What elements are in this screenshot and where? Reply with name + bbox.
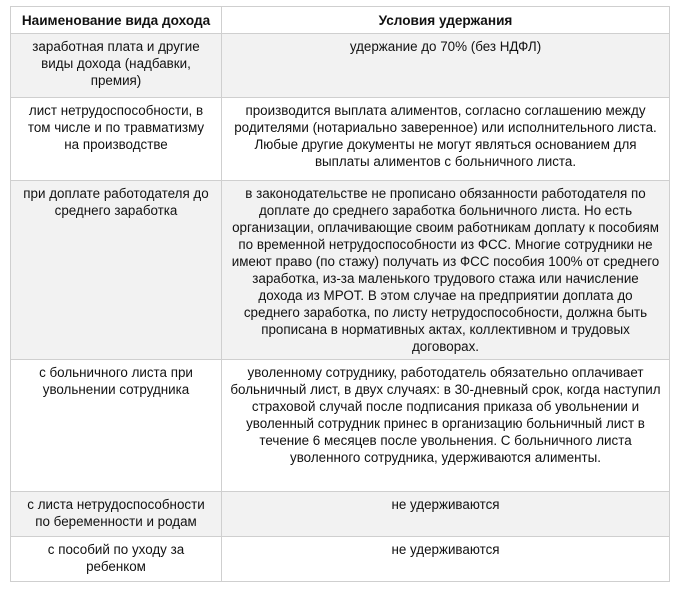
table-row xyxy=(11,492,670,537)
conditions-cell: не удерживаются xyxy=(222,537,670,582)
conditions-cell: удержание до 70% (без НДФЛ) xyxy=(222,34,670,98)
income-type-cell: заработная плата и другие виды дохода (надбавки, премия) xyxy=(11,34,222,98)
header-conditions: Условия удержания xyxy=(222,7,670,34)
conditions-cell: не удерживаются xyxy=(222,492,670,537)
header-income-type: Наименование вида дохода xyxy=(11,7,222,34)
table-header-row xyxy=(11,7,670,34)
conditions-cell: уволенному сотруднику, работодатель обязательно оплачивает больничный лист, в двух случаях: в 30-дневный срок, когда наступил страховой случай после подписания приказа об увольнении и уволенный сотрудник принес в организацию больничный лист в течение 6 месяцев после увольнения. С больничного листа уволенного сотрудника, удерживаются алименты. xyxy=(222,360,670,492)
table-row xyxy=(11,98,670,181)
income-type-cell: с листа нетрудоспособности по беременности и родам xyxy=(11,492,222,537)
income-type-cell: при доплате работодателя до среднего заработка xyxy=(11,181,222,360)
table-row xyxy=(11,34,670,98)
table-row xyxy=(11,181,670,360)
income-type-cell: с больничного листа при увольнении сотрудника xyxy=(11,360,222,492)
table-row xyxy=(11,360,670,492)
conditions-cell: производится выплата алиментов, согласно соглашению между родителями (нотариально заверенное) или исполнительного листа. Любые другие документы не могут являться основанием для выплаты алиментов с больничного листа. xyxy=(222,98,670,181)
alimony-deduction-table xyxy=(10,6,670,582)
conditions-cell: в законодательстве не прописано обязанности работодателя по доплате до среднего заработка больничного листа. Но есть организации, оплачивающие своим работникам доплату к пособиям по временной нетрудоспособности из ФСС. Многие сотрудники не имеют право (по стажу) получать из ФСС пособия 100% от среднего заработка, из-за маленького трудового стажа или начисление дохода из МРОТ. В этом случае на предприятии доплата до среднего заработка, по листу нетрудоспособности, должна быть прописана в нормативных актах, коллективном и трудовых договорах. xyxy=(222,181,670,360)
table-row xyxy=(11,537,670,582)
income-type-cell: лист нетрудоспособности, в том числе и по травматизму на производстве xyxy=(11,98,222,181)
income-type-cell: с пособий по уходу за ребенком xyxy=(11,537,222,582)
